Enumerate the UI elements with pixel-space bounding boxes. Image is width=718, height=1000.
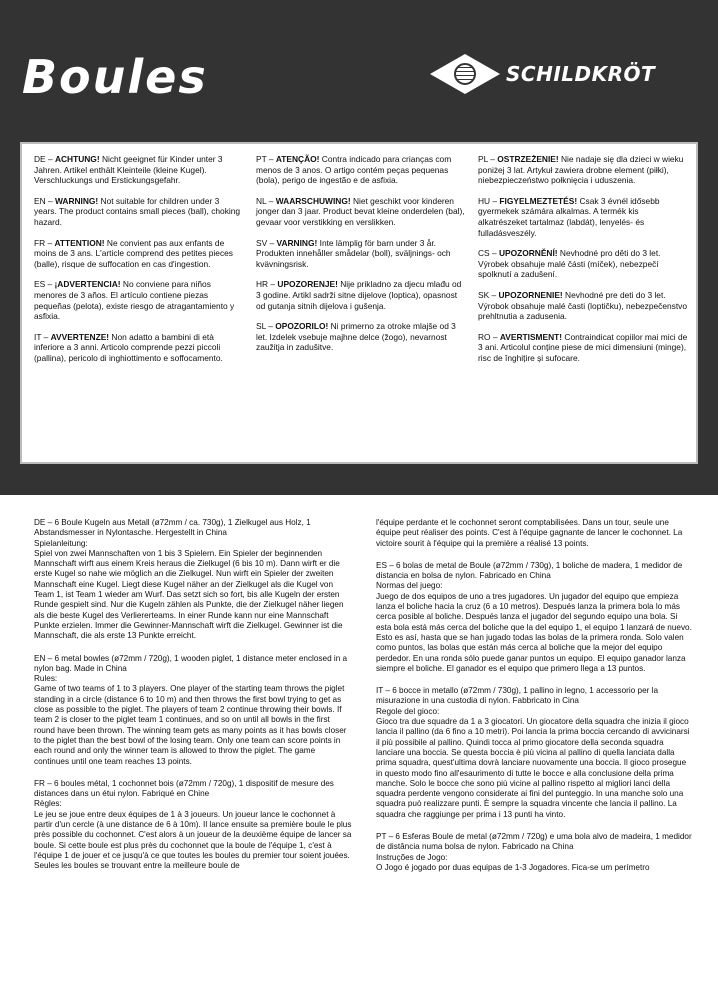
warning-label: AVVERTENZE! (50, 331, 110, 342)
warning-label: AVERTISMENT! (499, 331, 563, 342)
instructions (34, 518, 694, 1000)
warning-ro: RO – AVERTISMENT! Contraindicat copiilor mai mici de 3 ani. Articolul conține piese de mici dimensiuni (minge), risc de înghițire și sufocare. (478, 331, 688, 363)
warning-it: IT – AVVERTENZE! Non adatto a bambini di età inferiore a 3 anni. Articolo comprende pezzi piccoli (pallina), pericolo di inghiottimento e soffocamento. (34, 331, 223, 363)
warning-text: Nevhodné pre deti do 3 let. Výrobok obsahuje malé časti (loptičku), nebezpečenstvo prehltnutia a zadusenia. (478, 289, 688, 322)
warning-text: Ne convient pas aux enfants de moins de 3 ans. L'article comprend des petites pieces (balle), risque de suffocation en cas d'ingestion. (34, 237, 233, 269)
warning-code: NL (256, 195, 267, 206)
warning-text: Contraindicat copiilor mai mici de 3 ani. Articolul conține piese de mici dimensiuni (minge), risc de înghițire și sufocare. (478, 331, 688, 363)
warning-label: ATENÇÃO! (275, 154, 320, 164)
warning-label: UPOZORENJE! (277, 279, 338, 290)
warning-column-2 (256, 154, 466, 456)
warning-code: ES (34, 279, 46, 290)
warning-code: CS (478, 248, 490, 259)
header-banner (0, 0, 718, 495)
instructions-column-1 (34, 518, 352, 1000)
warning-code: HR (256, 279, 269, 290)
warning-column-3 (478, 154, 688, 456)
warning-label: FIGYELMEZTETÉS! (499, 195, 578, 206)
instruction-paragraph: FR – 6 boules métal, 1 cochonnet bois (ø72mm / 720g), 1 dispositif de mesure des distances dans un étui nylon. Fabriqué en Chine Règles: Le jeu se joue entre deux équipes de 1 à 3 joueurs. Un joueur lance le cochonnet à partir d'un cercle (à une distance de 6 à 10m). Il lance ensuite sa première boule le plus près possible du cochonnet. C'est alors à un joueur de la deuxième équipe de lancer sa boule. Si cette boule est plus près du cochonnet que la boule de l'équipe 1, c'est à l'équipe 1 de jouer et ce jusqu'à ce que toutes les boules du premier tour soient jouées. Seules les boules se trouvant entre la meilleure boule de (34, 778, 352, 871)
warning-text: Nie nadaje się dla dzieci w wieku poniżej 3 lat. Artykuł zawiera drobne element (piłki), niebezpieczeństwo połknięcia i uduszenia. (478, 154, 684, 186)
warning-code: PT (256, 154, 267, 164)
instruction-paragraph: IT – 6 bocce in metallo (ø72mm / 730g), 1 pallino in legno, 1 accessorio per la misurazione in una custodia di nylon. Fabbricato in Cina Regole del gioco: Gioco tra due squadre da 1 a 3 giocatori. Un giocatore della squadra che inizia il gioco lancia il pallino (da 6 fino a 10 metri). Poi lancia la prima boccia cercando di avvicinarsi il più possibile al pallino. Quindi tocca al primo giocatore della seconda squadra lanciare una boccia. Se questa boccia è più vicina al pallino di quella lanciata dalla prima squadra, quest'ultima dovrà lanciare nuovamente una boccia. Il gioco prosegue in questo modo fino all'esaurimento di tutte le bocce e alla conclusione della prima manche. Solo le bocce che sono più vicine al pallino rispetto al migliori lanci della squadra perdente vengono considerate ai fini del punteggio. In una manche solo una squadra può realizzare punti. È sempre la squadra vincente che lancia il pallino. La squadra che raggiunge per prima i 13 punti ha vinto. (376, 686, 690, 819)
warning-label: OSTRZEŻENIE! (497, 154, 559, 164)
warning-de: DE – ACHTUNG! Nicht geeignet für Kinder unter 3 Jahren. Artikel enthält Kleinteile (kleine Kugel). Verschluckungs und Erstickungsgefahr. (34, 154, 223, 186)
warning-code: IT (34, 331, 42, 342)
warning-box (20, 142, 698, 464)
logo-badge (430, 54, 500, 94)
warning-sv: SV – VARNING! Inte lämplig för barn under 3 år. Produkten innehåller smådelar (boll), sväljnings- och kvävningsrisk. (256, 237, 451, 269)
warning-code: FR (34, 237, 46, 248)
warning-text: Ni primerno za otroke mlajše od 3 let. Izdelek vsebuje majhne delce (žogo), nevarnost zaužitja in zadušitve. (256, 321, 456, 353)
warning-label: VARNING! (276, 237, 318, 248)
warning-column-1 (34, 154, 244, 456)
warning-label: ATTENTION! (54, 237, 105, 248)
warning-label: WAARSCHUWING! (275, 195, 351, 206)
warning-text: Csak 3 évnél idősebb gyermekek számára alkalmas. A termék kis alkatrészeket tartalmaz (labdát), lenyelés- és fulladásveszély. (478, 195, 660, 238)
warning-cs: CS – UPOZORNĚNÍ! Nevhodné pro děti do 3 let. Výrobek obsahuje malé části (míček), nebezpečí spolknutí a zadušení. (478, 248, 661, 280)
warning-en: EN – WARNING! Not suitable for children under 3 years. The product contains small pieces (ball), choking hazard. (34, 195, 241, 227)
product-title: Boules (22, 50, 208, 104)
warning-label: UPOZORNENIE! (498, 289, 563, 300)
warning-code: SV (256, 237, 268, 248)
warning-text: Contra indicado para crianças com menos de 3 anos. O artigo contém peças pequenas (bola), perigo de ingestão e de asfixia. (256, 154, 452, 186)
instruction-paragraph: PT – 6 Esferas Boule de metal (ø72mm / 720g) e uma bola alvo de madeira, 1 medidor de distância numa bolsa de nylon. Fabricado na China Instruções de Jogo: O Jogo é jogado por duas equipas de 1-3 Jogadores. Fica-se um perímetro (376, 832, 692, 872)
instruction-paragraph: l'équipe perdante et le cochonnet seront comptabilisées. Dans un tour, seule une équipe peut réaliser des points. C'est à l'équipe gagnante de lancer le cochonnet. La victoire sourit à l'équipe qui la première a réalisé 13 points. (376, 518, 683, 548)
warning-text: Non adatto a bambini di età inferiore a 3 anni. Articolo comprende pezzi piccoli (pallina), pericolo di inghiottimento e soffocamento. (34, 331, 223, 363)
warning-text: No conviene para niños menores de 3 años. El artículo contiene piezas pequeñas (pelota), existe riesgo de atragantamiento y asfixia. (34, 279, 235, 322)
warning-text: Not suitable for children under 3 years. The product contains small pieces (ball), choking hazard. (34, 195, 241, 227)
warning-text: Nije prikladno za djecu mlađu od 3 godine. Artikl sadrži sitne dijelove (loptica), opasnost od gutanja sitnih dijelova i gušenja. (256, 279, 462, 311)
warning-label: ¡ADVERTENCIA! (54, 279, 121, 290)
instructions-column-2 (376, 518, 694, 1000)
warning-label: WARNING! (54, 195, 99, 206)
warning-code: SK (478, 289, 490, 300)
warning-sk: SK – UPOZORNENIE! Nevhodné pre deti do 3 let. Výrobok obsahuje malé časti (loptičku), nebezpečenstvo prehltnutia a zadusenia. (478, 289, 688, 322)
warning-sl: SL – OPOZORILO! Ni primerno za otroke mlajše od 3 let. Izdelek vsebuje majhne delce (žogo), nevarnost zaužitja in zadušitve. (256, 321, 456, 353)
warning-es: ES – ¡ADVERTENCIA! No conviene para niños menores de 3 años. El artículo contiene piezas pequeñas (pelota), existe riesgo de atragantamiento y asfixia. (34, 279, 235, 322)
warning-code: EN (34, 195, 46, 206)
warning-text: Nicht geeignet für Kinder unter 3 Jahren. Artikel enthält Kleinteile (kleine Kugel). Verschluckungs und Erstickungsgefahr. (34, 154, 223, 186)
warning-text: Niet geschikt voor kinderen jonger dan 3 jaar. Product bevat kleine onderdelen (bal), gevaar voor verstikking en verslikken. (256, 195, 465, 227)
instruction-paragraph: ES – 6 bolas de metal de Boule (ø72mm / 730g), 1 boliche de madera, 1 medidor de distancia en bolsa de nylon. Fabricado en China Normas del juego: Juego de dos equipos de uno a tres jugadores. Un jugador del equipo que empieza lanza el boliche hacia la cruz (6 a 10 metros). Después lanza la primera bola lo más cerca posible al boliche. Después lanza el jugador del segundo equipo una bola. Si esta bola está más cerca del boliche que la del equipo 1, el equipo 1 lanzará de nuevo. Esto es así, hasta que se han jugado todas las bolas de la primera ronda. Solo valen como puntos, las bolas que están más cerca al boliche que la mejor del equipo perdedor. En una ronda sólo puede ganar puntos un equipo. El equipo ganador lanza siempre el boliche. El ganador es el equipo que primero llega a 13 puntos. (376, 560, 692, 673)
warning-code: RO (478, 331, 491, 342)
warning-fr: FR – ATTENTION! Ne convient pas aux enfants de moins de 3 ans. L'article comprend des petites pieces (balle), risque de suffocation en cas d'ingestion. (34, 237, 233, 269)
warning-code: HU (478, 195, 491, 206)
warning-hu: HU – FIGYELMEZTETÉS! Csak 3 évnél idősebb gyermekek számára alkalmas. A termék kis alkatrészeket tartalmaz (labdát), lenyelés- és fulladásveszély. (478, 195, 660, 238)
warning-label: OPOZORILO! (275, 321, 329, 332)
warning-text: Inte lämplig för barn under 3 år. Produkten innehåller smådelar (boll), sväljnings- och kvävningsrisk. (256, 237, 451, 269)
warning-text: Nevhodné pro děti do 3 let. Výrobek obsahuje malé části (míček), nebezpečí spolknutí a zadušení. (478, 248, 661, 280)
instruction-paragraph: DE – 6 Boule Kugeln aus Metall (ø72mm / ca. 730g), 1 Zielkugel aus Holz, 1 Abstandsmesser in Nylontasche. Hergestellt in China Spielanleitung: Spiel von zwei Mannschaften von 1 bis 3 Spielern. Ein Spieler der beginnenden Mannschaft wirft aus einem Kreis heraus die Zielkugel (6 bis 10 m). Dann wirft er die erste Kugel so nahe wie möglich an die Zielkugel. Nun wirft ein Spieler der zweiten Mannschaft eine Kugel. Liegt diese Kugel näher an der Zielkugel als die Kugel von Team 1, ist Team 1 wieder am Wurf. Das setzt sich so fort, bis alle Kugeln der ersten Runde gespielt sind. Nur die Kugeln zählen als Punkte, die der Zielkugel näher liegen als die beste Kugel des Verliererteams. In einer Runde kann nur eine Mannschaft Punkte erzielen. Immer die Gewinner-Mannschaft wirft die Zielkugel. Gewinner ist die Mannschaft, die als erste 13 Punkte erreicht. (34, 518, 344, 641)
warning-code: PL (478, 154, 488, 164)
warning-code: SL (256, 321, 266, 332)
logo-text: SCHILDKRÖT (506, 62, 656, 86)
instruction-paragraph: EN – 6 metal bowles (ø72mm / 720g), 1 wooden piglet, 1 distance meter enclosed in a nylon bag. Made in China Rules: Game of two teams of 1 to 3 players. One player of the starting team throws the piglet standing in a circle (distance 6 to 10 m) and then throws the first bowl trying to get as close as possible to the piglet. The players of team 2 continue throwing their bowls. If team 2 is closer to the piglet team 1 continues, and so on until all bowls in the first round have been thrown. The winning team gets as many points as it has bowls closer to the piglet than the best bowl of the losing team. Only one team can score points in each round and only the winner team is allowed to throw the piglet. The game continues until one team reaches 13 points. (34, 653, 348, 766)
warning-label: UPOZORNĚNÍ! (498, 248, 558, 259)
warning-code: DE (34, 154, 46, 164)
warning-nl: NL – WAARSCHUWING! Niet geschikt voor kinderen jonger dan 3 jaar. Product bevat kleine onderdelen (bal), gevaar voor verstikking en verslikken. (256, 195, 465, 227)
warning-pl: PL – OSTRZEŻENIE! Nie nadaje się dla dzieci w wieku poniżej 3 lat. Artykuł zawiera drobne element (piłki), niebezpieczeństwo połknięcia i uduszenia. (478, 154, 684, 186)
globe-icon (454, 63, 476, 85)
brand-logo (430, 52, 655, 96)
warning-label: ACHTUNG! (54, 154, 100, 164)
warning-hr: HR – UPOZORENJE! Nije prikladno za djecu mlađu od 3 godine. Artikl sadrži sitne dijelove (loptica), opasnost od gutanja sitnih dijelova i gušenja. (256, 279, 462, 311)
warning-pt: PT – ATENÇÃO! Contra indicado para crianças com menos de 3 anos. O artigo contém peças pequenas (bola), perigo de ingestão e de asfixia. (256, 154, 452, 186)
